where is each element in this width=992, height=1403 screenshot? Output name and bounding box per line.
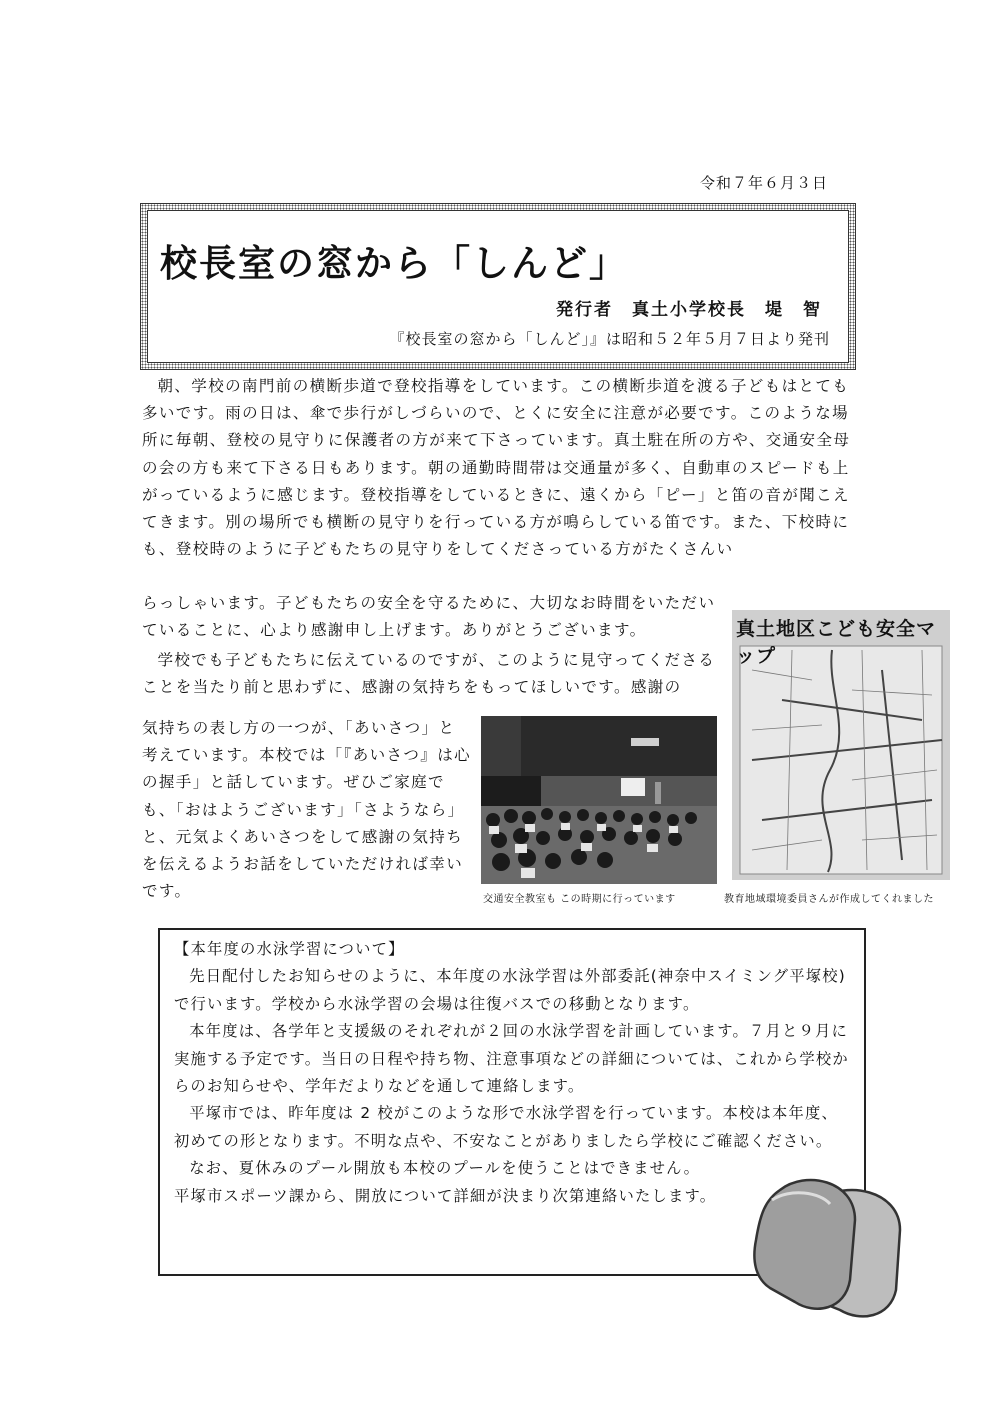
newsletter-header	[140, 203, 856, 370]
swim-paragraph-4: なお、夏休みのプール開放も本校のプールを使うことはできません。	[189, 1159, 701, 1178]
kickboard-illustration	[750, 1170, 910, 1325]
article-paragraph-1-continued: らっしゃいます。子どもたちの安全を守るために、大切なお時間をいただいていることに、心より感謝申し上げます。ありがとうございます。	[142, 594, 716, 640]
swim-paragraph-3: 平塚市では、昨年度は 2 校がこのような形で水泳学習を行っています。本校は本年度、初めての形となります。不明な点や、不安なことがありましたら学校にご確認ください。	[174, 1104, 839, 1150]
map-sign-text: 真土地区こども安全マップ	[736, 618, 937, 667]
article-paragraph-2-continued: 気持ちの表し方の一つが、「あいさつ」と考えています。本校では「『あいさつ』は心の握手」と話しています。ぜひご家庭でも、「おはようございます」「さようなら」と、元気よくあいさつをして感謝の気持ちを伝えるようお話をしていただければ幸いです。	[142, 719, 472, 901]
swim-notice-heading: 【本年度の水泳学習について】	[174, 940, 405, 958]
issue-date: 令和７年６月３日	[700, 174, 829, 192]
newsletter-title: 校長室の窓から「しんど」	[160, 242, 628, 285]
article-paragraph-1: 朝、学校の南門前の横断歩道で登校指導をしています。この横断歩道を渡る子どもはとても多いです。雨の日は、傘で歩行がしづらいので、とくに安全に注意が必要です。このような場所に毎朝、登校の見守りに保護者の方が来て下さっています。真土駐在所の方や、交通安全母の会の方も来て下さる日もあります。朝の通勤時間帯は交通量が多く、自動車のスピードも上がっているように感じます。登校指導をしているときに、遠くから「ピー」と笛の音が聞こえてきます。別の場所でも横断の見守りを行っている方が鳴らしている笛です。また、下校時にも、登校時のように子どもたちの見守りをしてくださっている方がたくさんい	[142, 377, 851, 559]
swim-notice-text	[174, 936, 854, 1210]
swim-paragraph-1: 先日配付したお知らせのように、本年度の水泳学習は外部委託(神奈中スイミング平塚校)で行います。学校から水泳学習の会場は往復バスでの移動となります。	[174, 967, 846, 1013]
map-photo-caption: 教育地域環境委員さんが作成してくれました	[724, 894, 934, 905]
gym-photo-caption: 交通安全教室も この時期に行っています	[483, 894, 676, 905]
article-paragraph-2: 学校でも子どもたちに伝えているのですが、このように見守ってくださることを当たり前と思わずに、感謝の気持ちをもってほしいです。感謝の	[142, 651, 716, 697]
header-inner-frame	[147, 210, 849, 363]
publisher-line: 発行者 真土小学校長 堤 智	[556, 300, 822, 320]
swim-paragraph-2: 本年度は、各学年と支援級のそれぞれが２回の水泳学習を計画しています。７月と９月に実施する予定です。当日の日程や持ち物、注意事項などの詳細については、これから学校からのお知らせや、学年だよりなどを通して連絡します。	[174, 1022, 849, 1096]
first-published-note: 『校長室の窓から「しんど」』は昭和５２年５月７日より発刊	[389, 330, 830, 348]
safety-map-photo	[732, 610, 950, 880]
gym-photo-graphic	[481, 716, 717, 884]
gym-assembly-photo	[481, 716, 717, 884]
swim-paragraph-5: 平塚市スポーツ課から、開放について詳細が決まり次第連絡いたします。	[174, 1186, 717, 1205]
